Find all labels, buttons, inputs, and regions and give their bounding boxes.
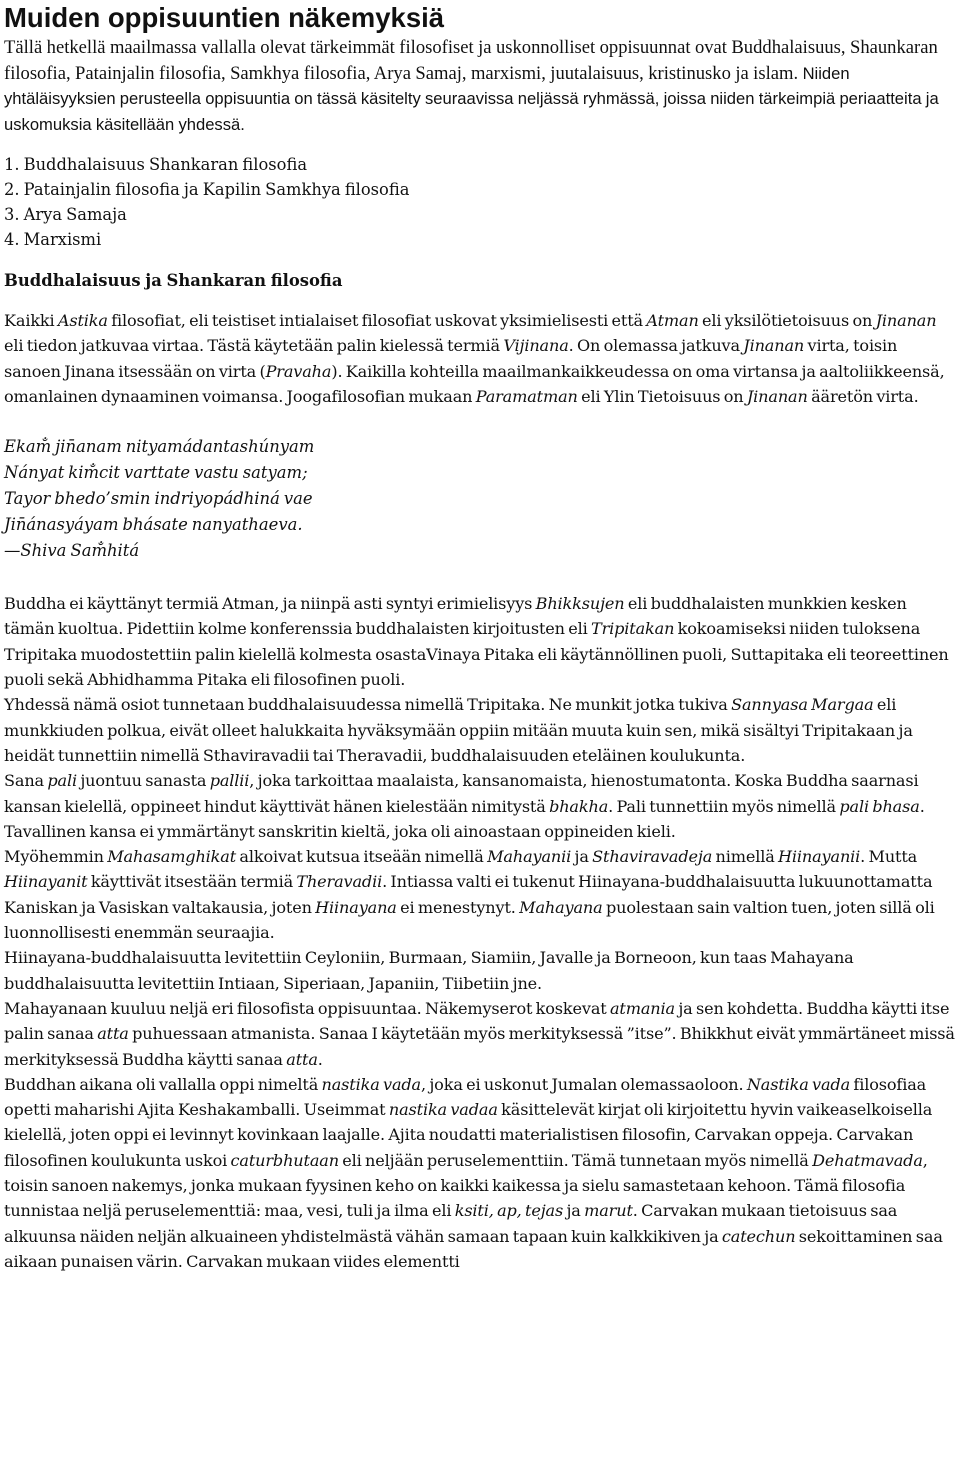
paragraph-tripitaka: Buddha ei käyttänyt termiä Atman, ja niinpä asti syntyi erimielisyys Bhikksujen eli buddhalaisten munkkien kesken tämän kuoltua. Pidettiin kolme konferenssia buddhalaisten kirjoitusten eli Tripitakan kokoamiseksi niiden tuloksena Tripitaka muodostettiin palin kielellä kolmesta osastaVinaya Pitaka eli käytännöllinen puoli, Suttapitaka eli teoreettinen puoli sekä Abhidhamma Pitaka eli filosofinen puoli. <box>4 594 949 690</box>
list-item: 3. Arya Samaja <box>4 205 127 224</box>
intro-text-sans: Niiden yhtäläisyyksien perusteella oppisuuntia on tässä käsitelty seuraavissa neljässä ryhmässä, joissa niiden tärkeimpiä periaatteita ja uskomuksia käsitellään yhdessä. <box>4 63 939 134</box>
paragraph-atman: Kaikki Astika filosofiat, eli teistiset intialaiset filosofiat uskovat yksimielisesti että Atman eli yksilötietoisuus on Jinanan eli tiedon jatkuvaa virtaa. Tästä käytetään palin kielessä termiä Vijinana. On olemassa jatkuva Jinanan virta, toisin sanoen Jinana itsessään on virta (Pravaha). Kaikilla kohteilla maailmankaikkeudessa on oma virtansa ja aaltoliikkeensä, omanlainen dynaaminen voimansa. Joogafilosofian mukaan Paramatman eli Ylin Tietoisuus on Jinanan ääretön virta. <box>4 311 945 406</box>
verse-line: Jin̄ánasyáyam bhásate nanyathaeva. <box>4 515 303 535</box>
paragraph-mahayana: Myöhemmin Mahasamghikat alkoivat kutsua itseään nimellä Mahayanii ja Sthaviravadeja nimellä Hiinayanii. Mutta Hiinayanit käyttivät itsestään termiä Theravadii. Intiassa valti ei tukenut Hiinayana-buddhalaisuutta lukuunottamatta Kaniskan ja Vasiskan valtakausia, joten Hiinayana ei menestynyt. Mahayana puolestaan sain valtion tuen, joten sillä oli luonnollisesti enemmän seuraajia. <box>4 847 935 943</box>
verse-line: Tayor bhedo’smin indriyopádhiná vae <box>4 489 313 509</box>
topic-list <box>4 152 956 252</box>
section-heading: Buddhalaisuus ja Shankaran filosofia <box>4 271 343 290</box>
paragraph-pali: Sana pali juontuu sanasta pallii, joka tarkoittaa maalaista, kansanomaista, hienostumatonta. Koska Buddha saarnasi kansan kielellä, oppineet hindut käyttivät hänen kielestään nimitystä bhakha. Pali tunnettiin myös nimellä pali bhasa. Tavallinen kansa ei ymmärtänyt sanskritin kieltä, joka oli ainoastaan oppineiden kieli. <box>4 771 925 841</box>
intro-paragraph <box>4 35 956 137</box>
page-title: Muiden oppisuuntien näkemyksiä <box>4 2 445 33</box>
paragraph-spread: Hiinayana-buddhalaisuutta levitettiin Ceyloniin, Burmaan, Siamiin, Javalle ja Borneoon, kun taas Mahayana buddhalaisuutta levitettiin Intiaan, Siperiaan, Japaniin, Tiibetiin jne. <box>4 948 854 993</box>
list-item: 4. Marxismi <box>4 230 102 249</box>
verse-line: Nányat kim̐cit varttate vastu satyam; <box>4 463 308 483</box>
intro-text-serif: Tällä hetkellä maailmassa vallalla olevat tärkeimmät filosofiset ja uskonnolliset oppisuunnat ovat Buddhalaisuus, Shaunkaran filosofia, Patainjalin filosofia, Samkhya filosofia, Arya Samaj, marxismi, juutalaisuus, kristinusko ja islam. <box>4 37 938 84</box>
verse-line: Ekam̐ jin̄anam nityamádantashúnyam <box>4 437 315 457</box>
list-item: 2. Patainjalin filosofia ja Kapilin Samkhya filosofia <box>4 180 410 199</box>
sanskrit-verse <box>4 434 956 564</box>
verse-attribution: —Shiva Sam̐hitá <box>4 541 140 561</box>
paragraph-theravada: Yhdessä nämä osiot tunnetaan buddhalaisuudessa nimellä Tripitaka. Ne munkit jotka tukiva Sannyasa Margaa eli munkkiuden polkua, eivät olleet halukkaita hyväksymään oppiin mitään muuta kuin sen, mikä sisältyi Tripitakaan ja heidät tunnettiin nimellä Sthaviravadii tai Theravadii, buddhalaisuuden eteläinen koulukunta. <box>4 695 913 765</box>
paragraph-nastika-vada: Buddhan aikana oli vallalla oppi nimeltä nastika vada, joka ei uskonut Jumalan olemassaoloon. Nastika vada filosofiaa opetti maharishi Ajita Keshakamballi. Useimmat nastika vadaa käsittelevät kirjat oli kirjoitettu hyvin vaikeaselkoisella kielellä, joten oppi ei levinnyt kovinkaan laajalle. Ajita noudatti materialistisen filosofin, Carvakan oppeja. Carvakan filosofinen koulukunta uskoi caturbhutaan eli neljään peruselementtiin. Tämä tunnetaan myös nimellä Dehatmavada, toisin sanoen nakemys, jonka mukaan fyysinen keho on kaikki kaikessa ja sielu samastetaan kehoon. Tämä filosofia tunnistaa neljä peruselementtiä: maa, vesi, tuli ja ilma eli ksiti, ap, tejas ja marut. Carvakan mukaan tietoisuus saa alkuunsa näiden neljän alkuaineen yhdistelmästä vähän samaan tapaan kuin kalkkikiven ja catechun sekoittaminen saa aikaan punaisen värin. Carvakan mukaan viides elementti <box>4 1074 943 1271</box>
list-item: 1. Buddhalaisuus Shankaran filosofia <box>4 155 308 174</box>
paragraph-atta: Mahayanaan kuuluu neljä eri filosofista oppisuuntaa. Näkemyserot koskevat atmania ja sen kohdetta. Buddha käytti itse palin sanaa atta puhuessaan atmanista. Sanaa I käytetään myös merkityksessä ”itse”. Bhikkhut eivät ymmärtäneet missä merkityksessä Buddha käytti sanaa atta. <box>4 998 955 1069</box>
